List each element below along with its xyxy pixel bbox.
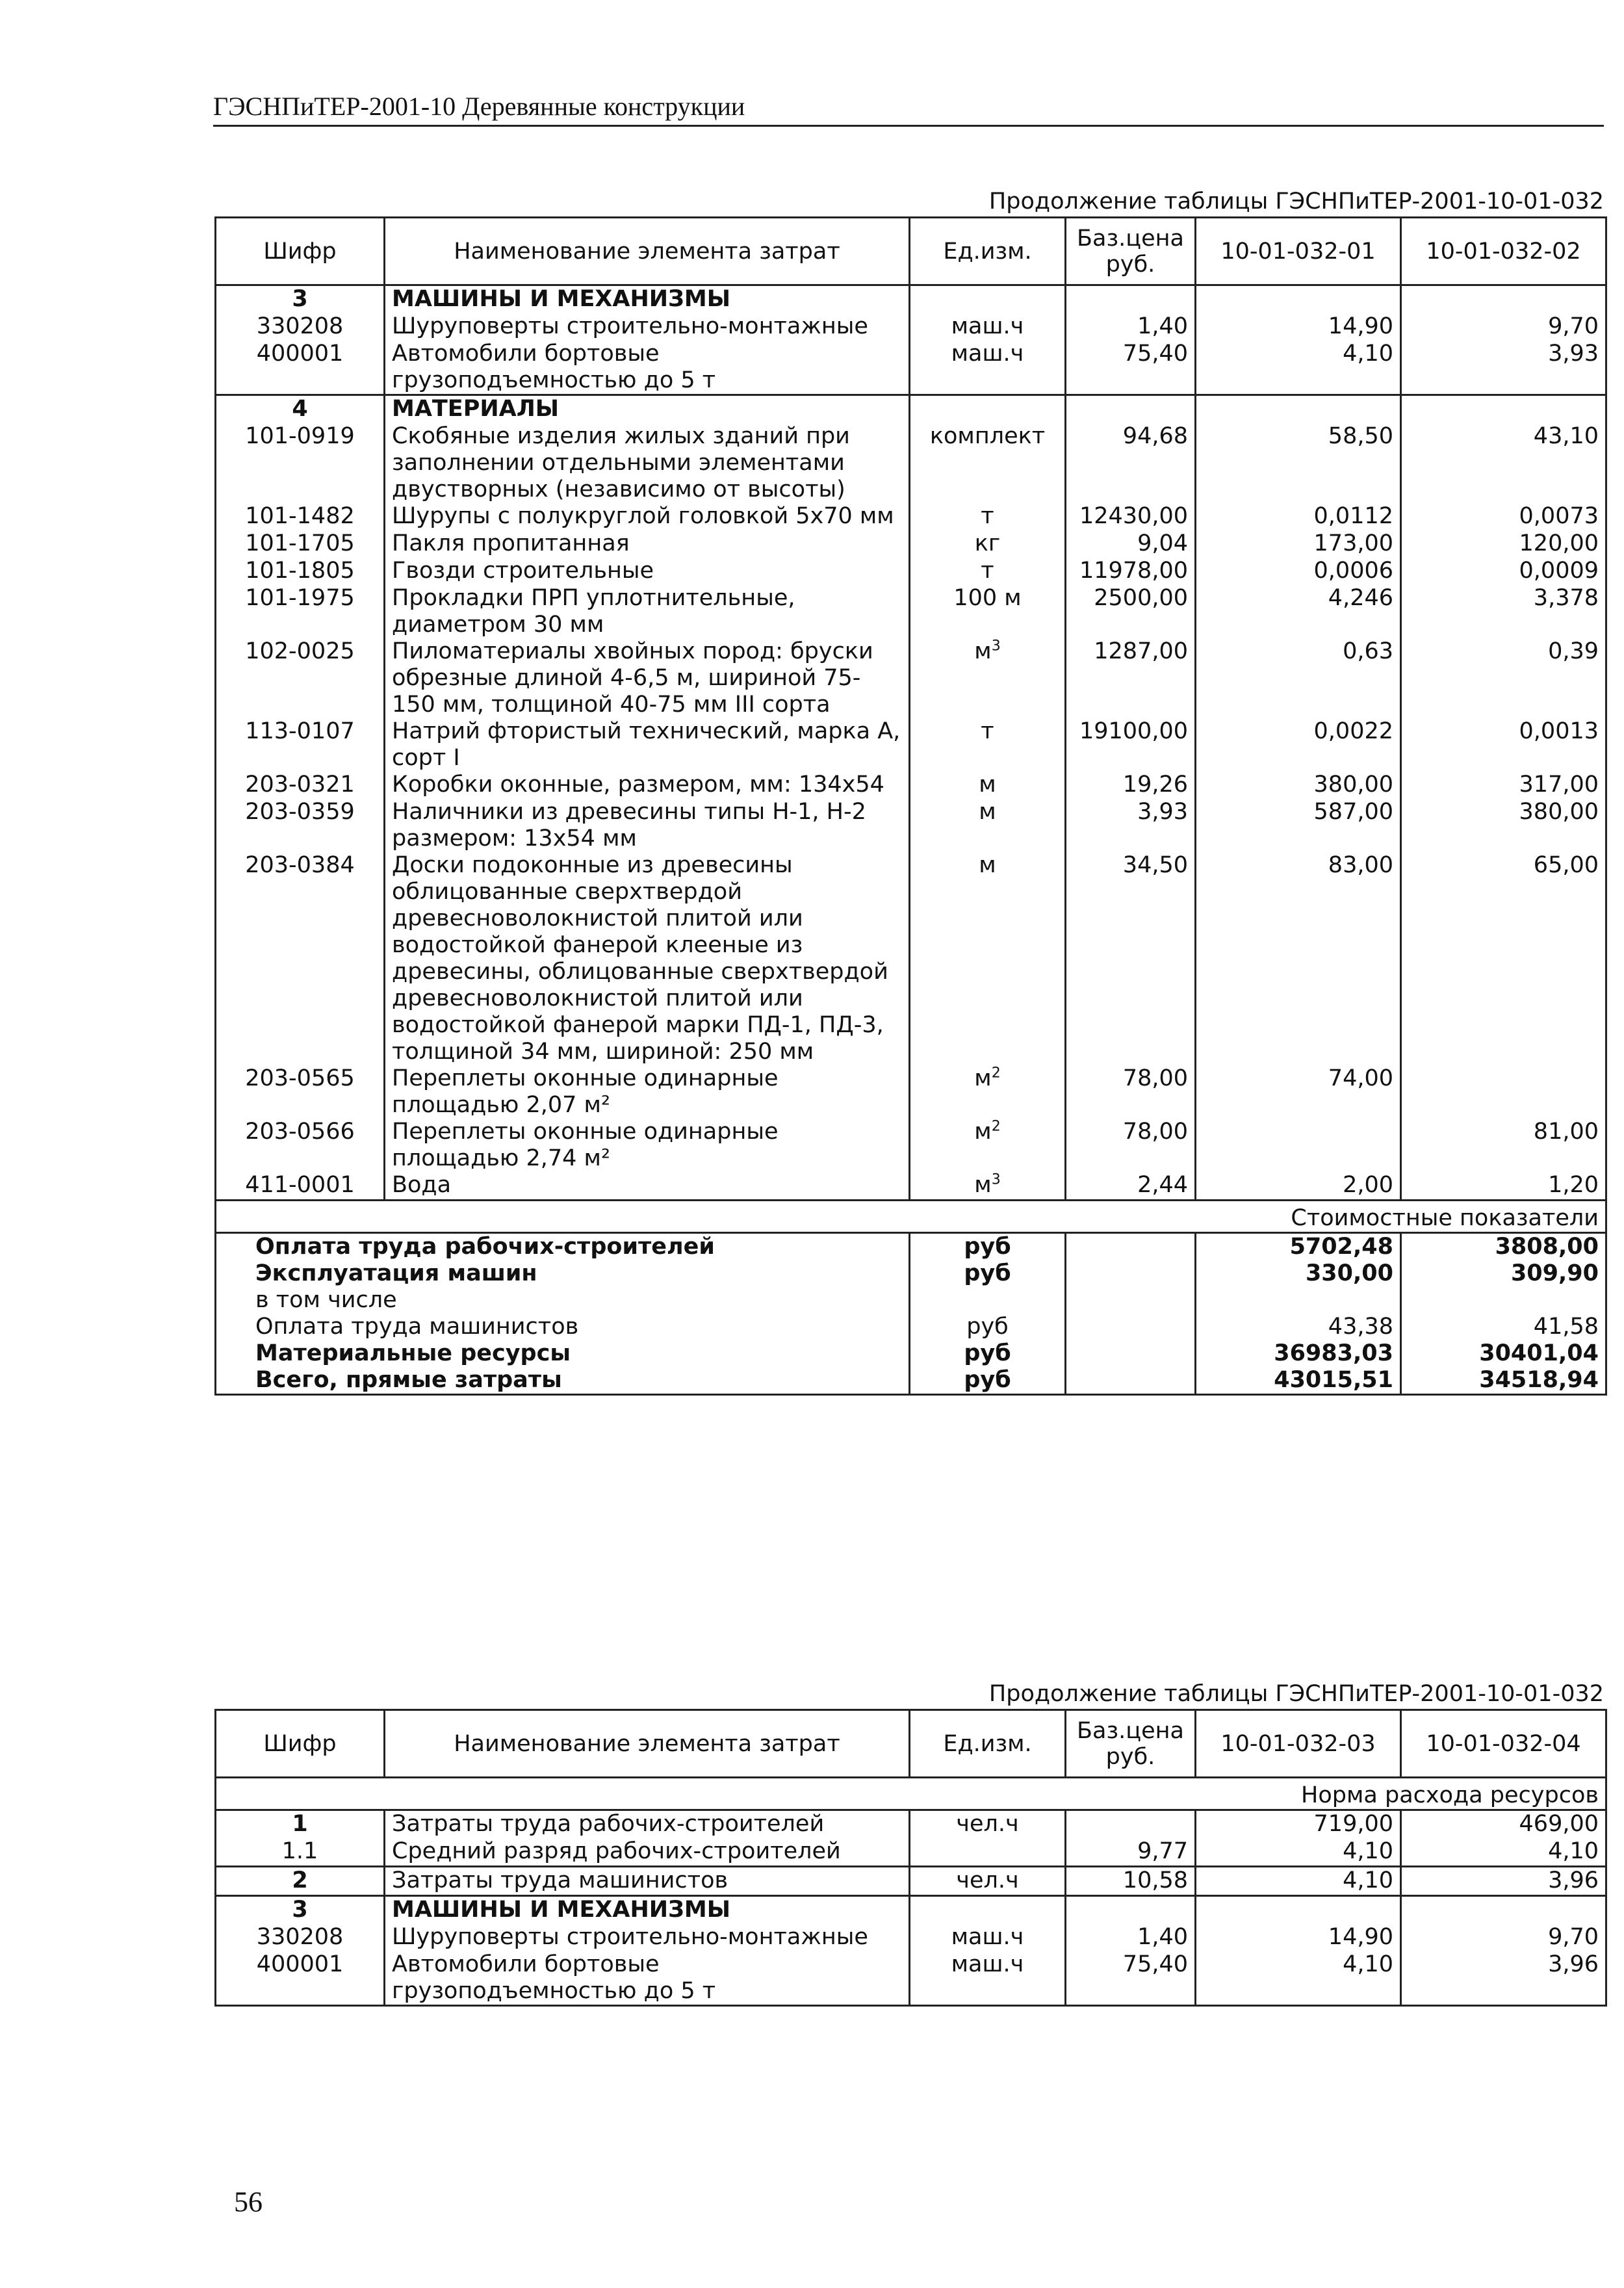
norm-value-02: 81,00 xyxy=(1401,1119,1606,1172)
empty-cell xyxy=(1066,1367,1196,1395)
base-price: 34,50 xyxy=(1066,852,1196,1065)
empty-cell xyxy=(1401,285,1606,314)
resource-code: 101-1482 xyxy=(216,503,385,530)
unit-text: м xyxy=(979,852,996,878)
base-price: 1,40 xyxy=(1066,1924,1196,1951)
empty-cell xyxy=(1401,1896,1606,1925)
table-row xyxy=(216,638,1606,718)
summary-label: Оплата труда машинистов xyxy=(216,1314,910,1340)
unit-text: м xyxy=(979,799,996,825)
page-header: ГЭСНПиТЕР-2001-10 Деревянные конструкции xyxy=(213,91,1604,127)
table-row xyxy=(216,1810,1606,1839)
col-header-norm-01: 10-01-032-01 xyxy=(1196,218,1401,285)
section-code: 3 xyxy=(216,1896,385,1925)
summary-value-02: 3808,00 xyxy=(1401,1233,1606,1261)
col-header-price: Баз.цена руб. xyxy=(1066,1710,1196,1778)
norm-value-01: 380,00 xyxy=(1196,772,1401,799)
table-row xyxy=(216,423,1606,503)
summary-label: Материальные ресурсы xyxy=(216,1340,910,1367)
resource-code: 400001 xyxy=(216,341,385,395)
norm-value-02: 317,00 xyxy=(1401,772,1606,799)
empty-cell xyxy=(1196,285,1401,314)
norm-value-01: 83,00 xyxy=(1196,852,1401,1065)
norm-value-02: 9,70 xyxy=(1401,313,1606,341)
summary-label: Оплата труда рабочих-строителей xyxy=(216,1233,910,1261)
unit-text: маш.ч xyxy=(951,341,1024,367)
resource-code: 1.1 xyxy=(216,1838,385,1867)
unit-text: м xyxy=(979,772,996,798)
resource-name: Автомобили бортовые грузоподъемностью до 5 т xyxy=(385,1951,910,2006)
resource-code: 1 xyxy=(216,1810,385,1839)
norm-value-04: 9,70 xyxy=(1401,1924,1606,1951)
resource-name: Пиломатериалы хвойных пород: бруски обрезные длиной 4-6,5 м, шириной 75-150 мм, толщиной 40-75 мм III сорта xyxy=(385,638,910,718)
base-price: 2500,00 xyxy=(1066,585,1196,638)
table-row xyxy=(216,1867,1606,1896)
resource-code: 2 xyxy=(216,1867,385,1896)
base-price: 75,40 xyxy=(1066,341,1196,395)
resource-code: 203-0359 xyxy=(216,799,385,852)
norm-value-01: 173,00 xyxy=(1196,530,1401,558)
norm-value-03: 4,10 xyxy=(1196,1867,1401,1896)
resource-code: 113-0107 xyxy=(216,718,385,772)
table-row xyxy=(216,1172,1606,1201)
norm-value-03: 14,90 xyxy=(1196,1924,1401,1951)
norm-value-02: 43,10 xyxy=(1401,423,1606,503)
table2-caption: Продолжение таблицы ГЭСНПиТЕР-2001-10-01-032 xyxy=(988,1681,1604,1707)
summary-value-02: 309,90 xyxy=(1401,1260,1606,1287)
unit-superscript: 3 xyxy=(991,1171,1001,1188)
resource-code: 330208 xyxy=(216,313,385,341)
norm-value-01: 0,63 xyxy=(1196,638,1401,718)
norm-value-01: 4,10 xyxy=(1196,341,1401,395)
unit-cell xyxy=(910,1838,1066,1867)
unit-text: комплект xyxy=(929,423,1046,449)
summary-value-02: 34518,94 xyxy=(1401,1367,1606,1395)
resource-name: Пакля пропитанная xyxy=(385,530,910,558)
norm-value-02 xyxy=(1401,1065,1606,1119)
section-code: 4 xyxy=(216,395,385,424)
unit-text: т xyxy=(981,718,994,744)
norm-value-02: 3,93 xyxy=(1401,341,1606,395)
col-header-norm-04: 10-01-032-04 xyxy=(1401,1710,1606,1778)
resource-name: Шуруповерты строительно-монтажные xyxy=(385,313,910,341)
section-row xyxy=(216,395,1606,424)
section-row xyxy=(216,1896,1606,1925)
resource-code: 203-0565 xyxy=(216,1065,385,1119)
empty-cell xyxy=(1196,395,1401,424)
norm-value-01: 0,0112 xyxy=(1196,503,1401,530)
unit-text: т xyxy=(981,558,994,584)
summary-value-02: 41,58 xyxy=(1401,1314,1606,1340)
norm-value-03: 4,10 xyxy=(1196,1838,1401,1867)
section-code: 3 xyxy=(216,285,385,314)
summary-label: в том числе xyxy=(216,1287,910,1314)
summary-value-01 xyxy=(1196,1287,1401,1314)
norm-value-01: 2,00 xyxy=(1196,1172,1401,1201)
resource-name: Переплеты оконные одинарные площадью 2,74 м² xyxy=(385,1119,910,1172)
unit-text: маш.ч xyxy=(951,313,1024,339)
base-price xyxy=(1066,1810,1196,1839)
empty-cell xyxy=(1066,1896,1196,1925)
unit-text: м xyxy=(974,638,992,664)
unit-cell: маш.ч xyxy=(910,1924,1066,1951)
base-price: 3,93 xyxy=(1066,799,1196,852)
resource-code: 203-0321 xyxy=(216,772,385,799)
norm-value-04: 469,00 xyxy=(1401,1810,1606,1839)
table-row xyxy=(216,313,1606,341)
base-price: 11978,00 xyxy=(1066,558,1196,585)
table-row xyxy=(216,1065,1606,1119)
unit-cell xyxy=(910,799,1066,852)
col-header-code: Шифр xyxy=(216,1710,385,1778)
summary-unit xyxy=(910,1287,1066,1314)
norm-value-04: 4,10 xyxy=(1401,1838,1606,1867)
base-price: 19,26 xyxy=(1066,772,1196,799)
cost-table-1 xyxy=(214,216,1607,1396)
empty-cell xyxy=(1066,1260,1196,1287)
table-row xyxy=(216,558,1606,585)
summary-row xyxy=(216,1314,1606,1340)
table-row xyxy=(216,341,1606,395)
table-row xyxy=(216,530,1606,558)
resource-code: 101-0919 xyxy=(216,423,385,503)
norm-value-02: 0,0013 xyxy=(1401,718,1606,772)
unit-cell xyxy=(910,718,1066,772)
summary-value-01: 5702,48 xyxy=(1196,1233,1401,1261)
empty-cell xyxy=(910,395,1066,424)
col-header-unit: Ед.изм. xyxy=(910,218,1066,285)
base-price: 1,40 xyxy=(1066,313,1196,341)
resource-code: 330208 xyxy=(216,1924,385,1951)
resource-name: Средний разряд рабочих-строителей xyxy=(385,1838,910,1867)
empty-cell xyxy=(1066,1314,1196,1340)
norm-value-01: 74,00 xyxy=(1196,1065,1401,1119)
summary-row xyxy=(216,1340,1606,1367)
unit-text: кг xyxy=(974,530,1001,556)
unit-superscript: 2 xyxy=(991,1065,1001,1082)
unit-cell xyxy=(910,1172,1066,1201)
resource-code: 411-0001 xyxy=(216,1172,385,1201)
table-row xyxy=(216,1951,1606,2006)
resource-code: 102-0025 xyxy=(216,638,385,718)
table-row xyxy=(216,772,1606,799)
unit-cell xyxy=(910,313,1066,341)
col-header-norm-03: 10-01-032-03 xyxy=(1196,1710,1401,1778)
norm-value-02: 120,00 xyxy=(1401,530,1606,558)
unit-cell xyxy=(910,530,1066,558)
unit-cell: маш.ч xyxy=(910,1951,1066,2006)
norm-header-row xyxy=(216,1778,1606,1810)
summary-value-01: 43,38 xyxy=(1196,1314,1401,1340)
norm-value-02: 0,39 xyxy=(1401,638,1606,718)
base-price: 94,68 xyxy=(1066,423,1196,503)
summary-unit: руб xyxy=(910,1260,1066,1287)
empty-cell xyxy=(910,285,1066,314)
norm-value-04: 3,96 xyxy=(1401,1951,1606,2006)
empty-cell xyxy=(1066,1340,1196,1367)
table-row xyxy=(216,585,1606,638)
col-header-name: Наименование элемента затрат xyxy=(385,1710,910,1778)
summary-value-02 xyxy=(1401,1287,1606,1314)
unit-text: м xyxy=(974,1172,992,1198)
resource-code: 203-0384 xyxy=(216,852,385,1065)
table-row xyxy=(216,1119,1606,1172)
resource-name: Затраты труда машинистов xyxy=(385,1867,910,1896)
unit-text: м xyxy=(974,1065,992,1091)
base-price: 75,40 xyxy=(1066,1951,1196,2006)
resource-code: 101-1705 xyxy=(216,530,385,558)
resource-code: 101-1975 xyxy=(216,585,385,638)
resource-name: Затраты труда рабочих-строителей xyxy=(385,1810,910,1839)
unit-text: 100 м xyxy=(953,585,1022,611)
resource-code: 400001 xyxy=(216,1951,385,2006)
unit-cell xyxy=(910,558,1066,585)
unit-text: м xyxy=(974,1119,992,1145)
table-row xyxy=(216,799,1606,852)
norm-value-01 xyxy=(1196,1119,1401,1172)
empty-cell xyxy=(910,1896,1066,1925)
norm-value-01: 4,246 xyxy=(1196,585,1401,638)
section-title: МАШИНЫ И МЕХАНИЗМЫ xyxy=(385,285,910,314)
norm-value-01: 587,00 xyxy=(1196,799,1401,852)
cost-header: Стоимостные показатели xyxy=(216,1201,1606,1233)
unit-cell xyxy=(910,638,1066,718)
resource-code: 101-1805 xyxy=(216,558,385,585)
resource-name: Шурупы с полукруглой головкой 5х70 мм xyxy=(385,503,910,530)
page-number: 56 xyxy=(234,2186,263,2218)
unit-cell xyxy=(910,772,1066,799)
summary-row xyxy=(216,1287,1606,1314)
empty-cell xyxy=(1196,1896,1401,1925)
norm-value-02: 380,00 xyxy=(1401,799,1606,852)
resource-code: 203-0566 xyxy=(216,1119,385,1172)
col-header-price: Баз.цена руб. xyxy=(1066,218,1196,285)
summary-row xyxy=(216,1367,1606,1395)
norm-value-02: 1,20 xyxy=(1401,1172,1606,1201)
unit-cell xyxy=(910,341,1066,395)
norm-value-03: 4,10 xyxy=(1196,1951,1401,2006)
resource-name: Автомобили бортовые грузоподъемностью до 5 т xyxy=(385,341,910,395)
summary-label: Всего, прямые затраты xyxy=(216,1367,910,1395)
resource-name: Наличники из древесины типы Н-1, Н-2 размером: 13х54 мм xyxy=(385,799,910,852)
norm-value-02: 0,0009 xyxy=(1401,558,1606,585)
resource-name: Гвозди строительные xyxy=(385,558,910,585)
summary-row xyxy=(216,1233,1606,1261)
norm-value-04: 3,96 xyxy=(1401,1867,1606,1896)
unit-cell xyxy=(910,852,1066,1065)
cost-header-row xyxy=(216,1201,1606,1233)
base-price: 9,77 xyxy=(1066,1838,1196,1867)
unit-cell xyxy=(910,1065,1066,1119)
resource-name: Доски подоконные из древесины облицованные сверхтвердой древесноволокнистой плитой или водостойкой фанерой клееные из древесины, облицованные сверхтвердой древесноволокнистой плитой или водостойкой фанерой марки ПД-1, ПД-3, толщиной 34 мм, шириной: 250 мм xyxy=(385,852,910,1065)
unit-superscript: 3 xyxy=(991,638,1001,655)
table-row xyxy=(216,718,1606,772)
unit-cell: чел.ч xyxy=(910,1810,1066,1839)
norm-value-01: 58,50 xyxy=(1196,423,1401,503)
summary-value-02: 30401,04 xyxy=(1401,1340,1606,1367)
base-price: 2,44 xyxy=(1066,1172,1196,1201)
unit-cell xyxy=(910,423,1066,503)
table-row xyxy=(216,1924,1606,1951)
col-header-code: Шифр xyxy=(216,218,385,285)
resource-name: Натрий фтористый технический, марка А, сорт I xyxy=(385,718,910,772)
empty-cell xyxy=(1066,285,1196,314)
resource-name: Прокладки ПРП уплотнительные, диаметром 30 мм xyxy=(385,585,910,638)
base-price: 9,04 xyxy=(1066,530,1196,558)
table-row xyxy=(216,1838,1606,1867)
norm-value-02: 65,00 xyxy=(1401,852,1606,1065)
unit-superscript: 2 xyxy=(991,1118,1001,1135)
section-title: МАТЕРИАЛЫ xyxy=(385,395,910,424)
empty-cell xyxy=(1401,395,1606,424)
norm-value-02: 0,0073 xyxy=(1401,503,1606,530)
resource-name: Скобяные изделия жилых зданий при заполнении отдельными элементами двустворных (независимо от высоты) xyxy=(385,423,910,503)
table-row xyxy=(216,503,1606,530)
base-price: 12430,00 xyxy=(1066,503,1196,530)
summary-unit: руб xyxy=(910,1340,1066,1367)
resource-name: Вода xyxy=(385,1172,910,1201)
unit-cell xyxy=(910,503,1066,530)
summary-row xyxy=(216,1260,1606,1287)
unit-text: т xyxy=(981,503,994,529)
unit-cell xyxy=(910,1119,1066,1172)
section-title: МАШИНЫ И МЕХАНИЗМЫ xyxy=(385,1896,910,1925)
section-row xyxy=(216,285,1606,314)
summary-value-01: 330,00 xyxy=(1196,1260,1401,1287)
empty-cell xyxy=(1066,1287,1196,1314)
base-price: 1287,00 xyxy=(1066,638,1196,718)
base-price: 78,00 xyxy=(1066,1119,1196,1172)
summary-unit: руб xyxy=(910,1314,1066,1340)
resource-name: Переплеты оконные одинарные площадью 2,07 м² xyxy=(385,1065,910,1119)
table-row xyxy=(216,852,1606,1065)
unit-cell: чел.ч xyxy=(910,1867,1066,1896)
empty-cell xyxy=(1066,395,1196,424)
summary-unit: руб xyxy=(910,1233,1066,1261)
table1-caption: Продолжение таблицы ГЭСНПиТЕР-2001-10-01-032 xyxy=(988,188,1604,214)
col-header-norm-02: 10-01-032-02 xyxy=(1401,218,1606,285)
base-price: 19100,00 xyxy=(1066,718,1196,772)
norm-header: Норма расхода ресурсов xyxy=(216,1778,1606,1810)
resource-name: Шуруповерты строительно-монтажные xyxy=(385,1924,910,1951)
summary-unit: руб xyxy=(910,1367,1066,1395)
unit-cell xyxy=(910,585,1066,638)
empty-cell xyxy=(1066,1233,1196,1261)
col-header-unit: Ед.изм. xyxy=(910,1710,1066,1778)
resource-name: Коробки оконные, размером, мм: 134х54 xyxy=(385,772,910,799)
col-header-name: Наименование элемента затрат xyxy=(385,218,910,285)
norm-value-02: 3,378 xyxy=(1401,585,1606,638)
norm-value-01: 14,90 xyxy=(1196,313,1401,341)
cost-table-2 xyxy=(214,1709,1607,2007)
base-price: 78,00 xyxy=(1066,1065,1196,1119)
norm-value-01: 0,0022 xyxy=(1196,718,1401,772)
norm-value-01: 0,0006 xyxy=(1196,558,1401,585)
summary-label: Эксплуатация машин xyxy=(216,1260,910,1287)
summary-value-01: 43015,51 xyxy=(1196,1367,1401,1395)
summary-value-01: 36983,03 xyxy=(1196,1340,1401,1367)
base-price: 10,58 xyxy=(1066,1867,1196,1896)
norm-value-03: 719,00 xyxy=(1196,1810,1401,1839)
